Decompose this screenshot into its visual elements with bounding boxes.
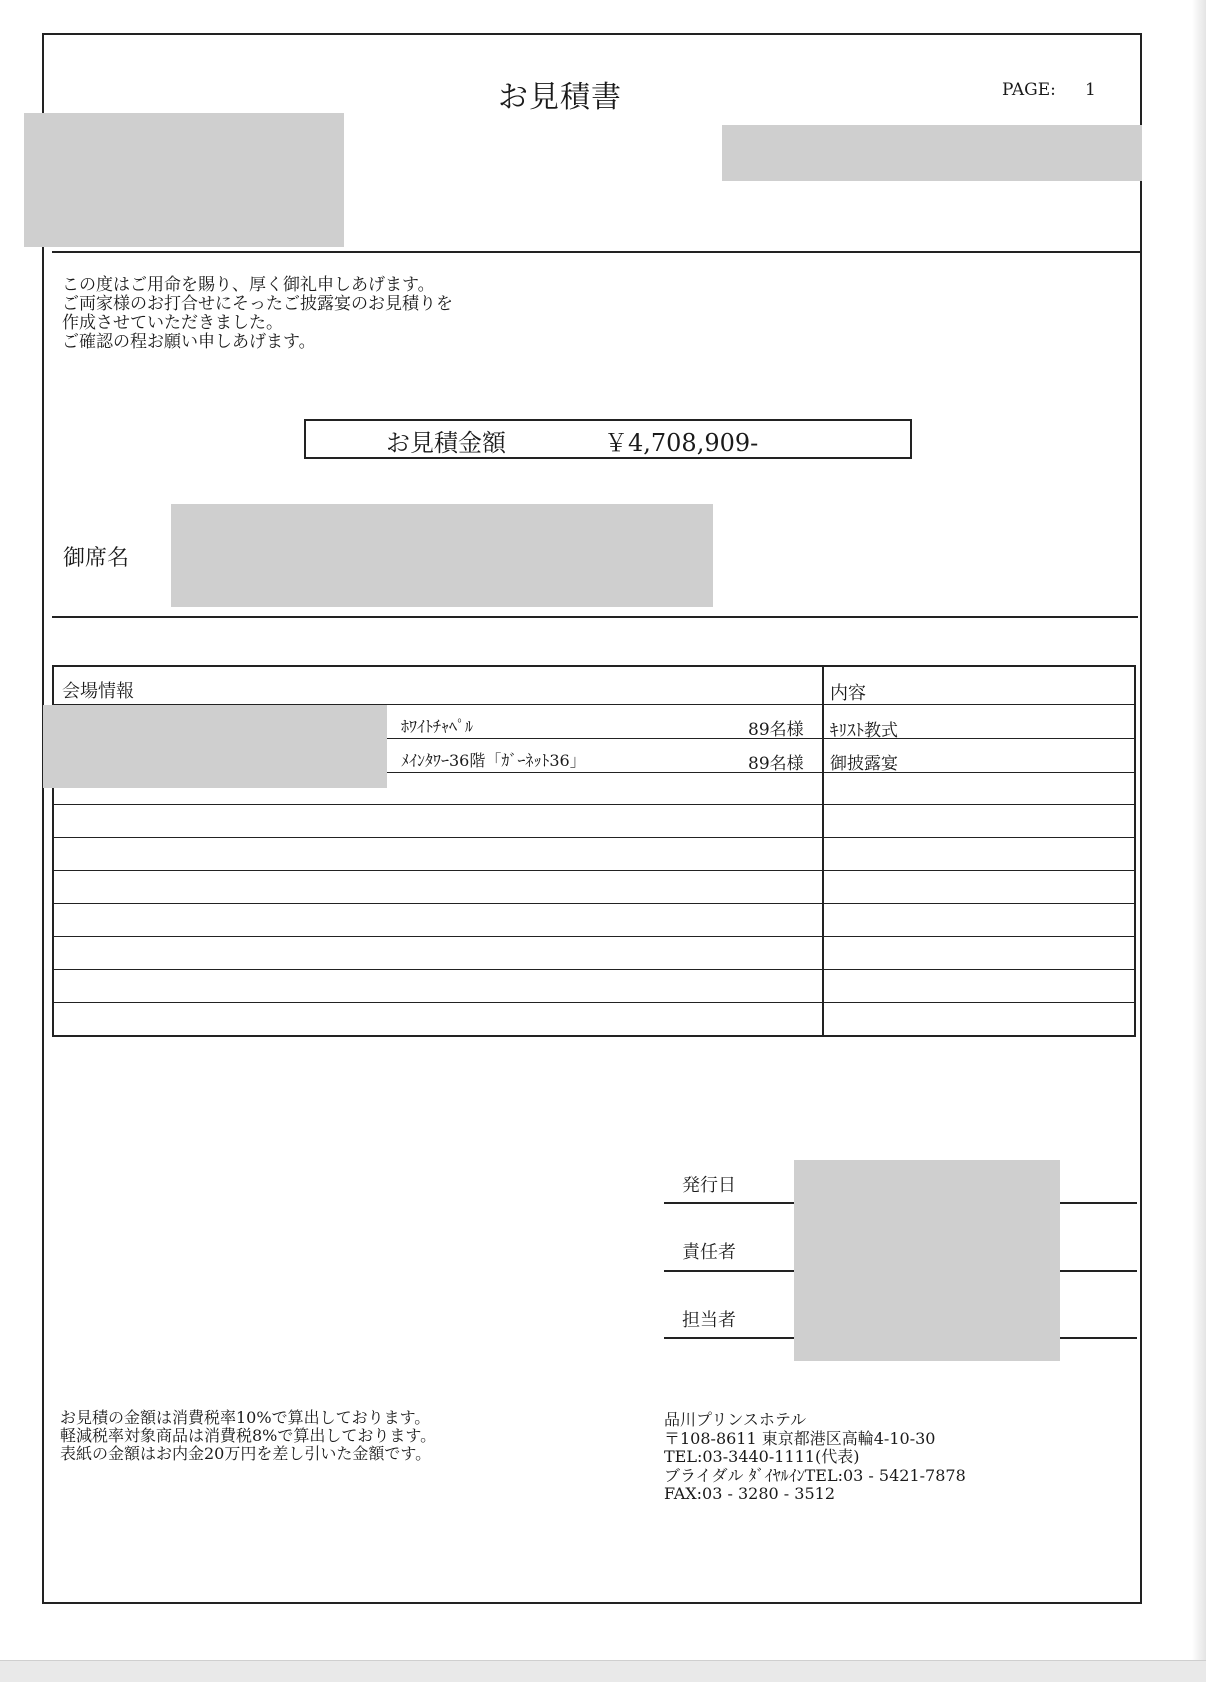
table-row-line [54,1002,1134,1003]
venue-name: ﾒｲﾝﾀﾜｰ36階「ｶﾞｰﾈｯﾄ36」 [401,751,586,770]
guest-count: 89名様 [748,720,804,740]
note-line: お見積の金額は消費税率10%で算出しております。 [60,1408,431,1427]
table-row-line [54,870,1134,871]
redacted-reference [722,125,1142,181]
note-line: 表紙の金額はお内金20万円を差し引いた金額です。 [60,1444,432,1463]
greeting-text [62,276,453,352]
greeting-line: 作成させていただきました。 [62,313,283,333]
header-divider [52,251,1140,253]
redacted-issuer-info [794,1160,1060,1361]
table-row-line [54,804,1134,805]
table-row-line [54,903,1134,904]
table-row-line [54,969,1134,970]
venue-content: 御披露宴 [830,754,898,774]
estimate-amount-value: ￥4,708,909- [604,429,759,457]
table-row-line [54,837,1134,838]
estimate-amount-label: お見積金額 [386,429,506,457]
table-row-line [54,936,1134,937]
venue-content: ｷﾘｽﾄ教式 [830,721,898,741]
hotel-bridal-tel: ブライダル ﾀﾞｲﾔﾙｲﾝTEL:03 - 5421-7878 [664,1465,966,1485]
staff-label: 担当者 [682,1310,736,1331]
document-title: お見積書 [498,80,622,115]
note-line: 軽減税率対象商品は消費税8%で算出しております。 [60,1426,437,1445]
hotel-fax: FAX:03 - 3280 - 3512 [664,1484,835,1503]
estimate-amount-box [304,419,912,459]
seat-name-label: 御席名 [63,546,130,571]
content-header: 内容 [830,683,866,704]
column-divider [822,667,824,1035]
page-label: PAGE: [1002,80,1056,100]
manager-label: 責任者 [682,1242,736,1263]
hotel-tel: TEL:03-3440-1111(代表) [664,1447,860,1466]
redacted-seat-name [171,504,713,607]
guest-count: 89名様 [748,754,804,774]
greeting-line: ご確認の程お願い申しあげます。 [62,332,316,352]
page-number: 1 [1085,80,1096,100]
venue-name: ﾎﾜｲﾄﾁｬﾍﾟﾙ [401,717,474,736]
hotel-name: 品川プリンスホテル [664,1410,807,1429]
redacted-recipient [24,113,344,247]
hotel-info [664,1411,966,1504]
tax-notes [60,1409,436,1463]
greeting-line: ご両家様のお打合せにそったご披露宴のお見積りを [62,294,453,314]
issue-date-label: 発行日 [682,1175,736,1196]
next-page-edge [0,1660,1206,1682]
greeting-line: この度はご用命を賜り、厚く御礼申しあげます。 [62,275,435,295]
hotel-address: 〒108-8611 東京都港区高輪4-10-30 [664,1428,936,1448]
redacted-venue-date [43,705,387,788]
seat-divider [52,616,1138,618]
page-edge-shadow [1192,0,1206,1681]
venue-info-header: 会場情報 [62,681,134,702]
